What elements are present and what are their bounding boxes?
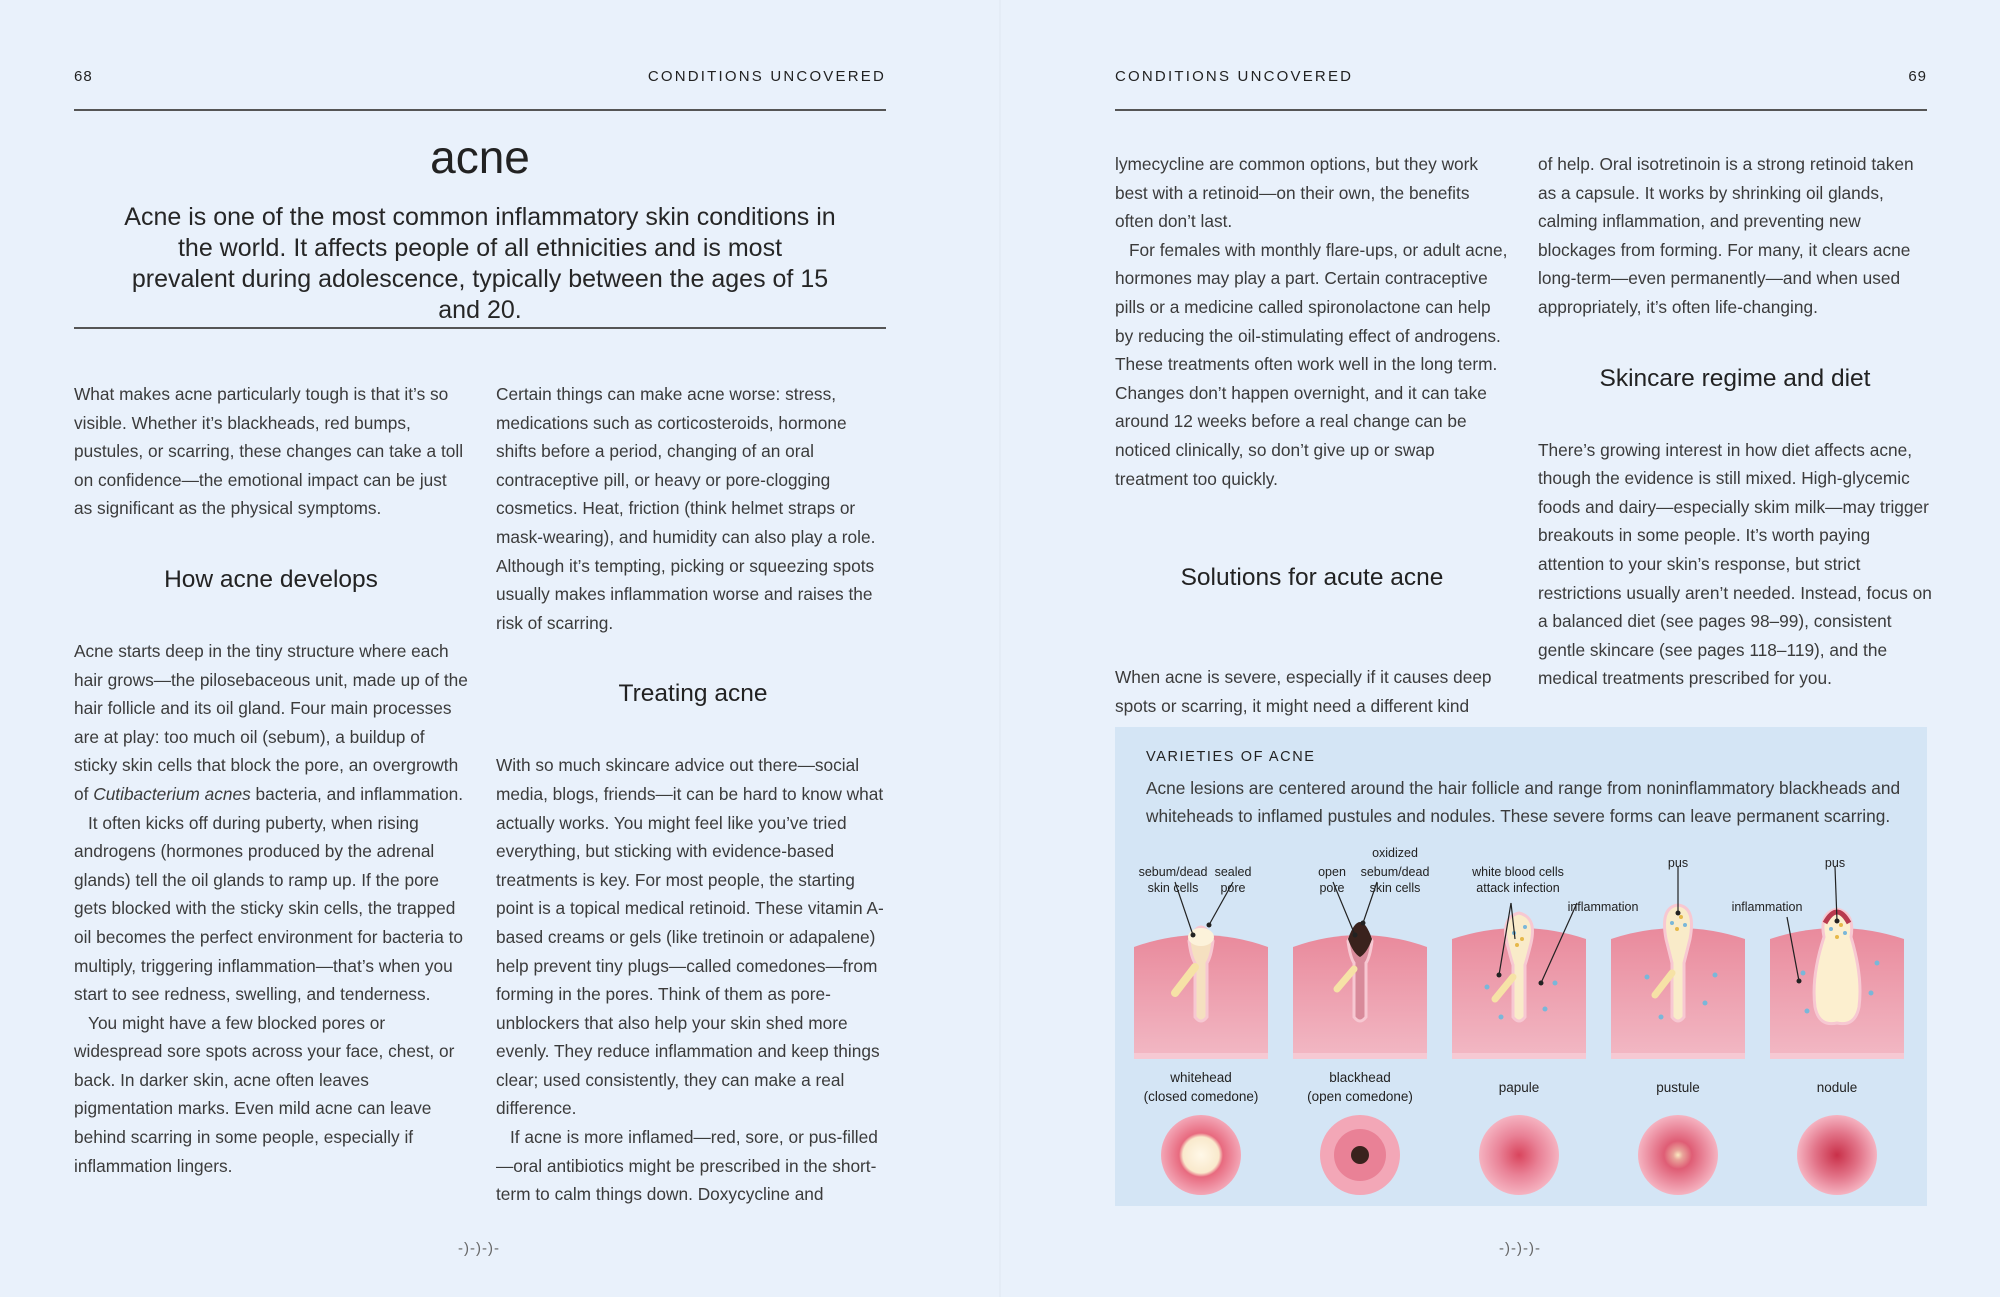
blackhead-illustration	[1293, 882, 1427, 1059]
paragraph: With so much skincare advice out there—social media, blogs, friends—it can be hard to know what actually works. You might feel like you’ve tried everything, but sticking with evidence-based treatments is key. For most people, the starting point is a topical medical retinoid. These vitamin A-based creams or gels (like tretinoin or adapalene) help prevent tiny plugs—called comedones—from forming in the pores. Think of them as pore-unblockers that also help your skin shed more evenly. They reduce inflammation and keep things clear; used consistently, they can make a real difference.	[496, 755, 884, 1119]
section-heading: Solutions for acute acne	[1180, 564, 1444, 592]
paragraph: You might have a few blocked pores or widespread sore spots across your face, chest, or back. In darker skin, acne often leaves pigmentation marks. Even mild acne can leave behind scarring in some people, especially if inflammation lingers.	[74, 1012, 455, 1176]
acne-varieties-illustration	[1115, 727, 1927, 1206]
paragraph: There’s growing interest in how diet affects acne, though the evidence is still mixed. High-glycemic foods and dairy—especially skim milk—may trigger breakouts in some people. It’s worth paying attention to your skin’s response, but strict restrictions usually aren’t needed. Instead, focus on a balanced diet (see pages 98–99), consistent gentle skincare (see pages 118–119), and the medical treatments prescribed for you.	[1538, 439, 1932, 689]
papule-illustration	[1452, 903, 1586, 1059]
italic-term: Cutibacterium acnes	[93, 783, 251, 804]
annotation-label: pore	[1220, 881, 1246, 895]
nodule-top-view	[1797, 1115, 1877, 1195]
annotation-label: inflammation	[1731, 900, 1803, 914]
intro-rule	[74, 327, 886, 329]
annotation-label: sealed	[1214, 865, 1252, 879]
papule-top-view	[1479, 1115, 1559, 1195]
pustule-top-view	[1638, 1115, 1718, 1195]
variety-name: blackhead	[1329, 1070, 1391, 1085]
header-rule	[1115, 109, 1927, 111]
box-description: Acne lesions are centered around the hair follicle and range from noninflammatory blackheads and whiteheads to inflamed pustules and nodules. These severe forms can leave permanent scarring.	[1146, 778, 1901, 826]
annotation-label: sebum/dead	[1360, 865, 1430, 879]
running-head: CONDITIONS UNCOVERED	[1115, 68, 1354, 85]
annotation-label: sebum/dead	[1138, 865, 1208, 879]
variety-name: (closed comedone)	[1143, 1089, 1259, 1104]
blackhead-top-view	[1320, 1115, 1400, 1195]
page-number: 68	[74, 68, 93, 85]
page-number: 69	[1908, 68, 1927, 85]
paragraph: If acne is more inflamed—red, sore, or pus-filled—oral antibiotics might be prescribed in the short-term to calm things down. Doxycycline and	[496, 1127, 878, 1205]
section-heading: Skincare regime and diet	[1599, 364, 1871, 392]
right-page	[1000, 0, 2000, 1297]
left-column-1	[74, 380, 468, 1180]
variety-name: pustule	[1656, 1080, 1700, 1095]
annotation-label: skin cells	[1147, 881, 1199, 895]
annotation-label: attack infection	[1476, 881, 1560, 895]
nodule-illustration	[1770, 867, 1904, 1059]
section-heading: Treating acne	[618, 680, 768, 708]
paragraph: Certain things can make acne worse: stress, medications such as corticosteroids, hormone shifts before a period, changing of an oral contraceptive pill, or heavy or pore-clogging cosmetics. Heat, friction (think helmet straps or mask-wearing), and humidity can also play a role. Although it’s tempting, picking or squeezing spots usually makes inflammation worse and raises the risk of scarring.	[496, 384, 876, 633]
annotation-label: inflammation	[1567, 900, 1639, 914]
variety-name: papule	[1498, 1080, 1540, 1095]
left-column-2	[496, 380, 890, 1209]
paragraph: What makes acne particularly tough is that it’s so visible. Whether it’s blackheads, red bumps, pustules, or scarring, these changes can take a toll on confidence—the emotional impact can be just as significant as the physical symptoms.	[74, 384, 464, 519]
annotation-label: pus	[1824, 856, 1846, 870]
whitehead-illustration	[1134, 882, 1268, 1059]
page-ornament: -)-)-)-	[458, 1240, 500, 1257]
running-head: CONDITIONS UNCOVERED	[647, 68, 886, 85]
annotation-label: white blood cells	[1472, 865, 1564, 879]
article-intro: Acne is one of the most common inflammatory skin conditions in the world. It affects people of all ethnicities and is most prevalent during adolescence, typically between the ages of 15 and 20.	[124, 203, 836, 324]
varieties-of-acne-box	[1115, 727, 1927, 1206]
paragraph: For females with monthly flare-ups, or adult acne, hormones may play a part. Certain contraceptive pills or a medicine called spironolactone can help by reducing the oil-stimulating effect of androgens. These treatments often work well in the long term. Changes don’t happen overnight, and it can take around 12 weeks before a real change can be noticed clinically, so don’t give up or swap treatment too quickly.	[1115, 239, 1508, 489]
paragraph: It often kicks off during puberty, when rising androgens (hormones produced by the adrenal glands) tell the oil glands to ramp up. If the pore gets blocked with the sticky skin cells, the trapped oil becomes the perfect environment for bacteria to multiply, triggering inflammation—that’s when you start to see redness, swelling, and tenderness.	[74, 812, 464, 1005]
paragraph: When acne is severe, especially if it causes deep spots or scarring, it might need a different kind	[1115, 667, 1492, 716]
annotation-label: pus	[1667, 856, 1689, 870]
annotation-label: skin cells	[1369, 881, 1421, 895]
article-title: acne	[430, 131, 530, 183]
annotation-label: oxidized	[1372, 846, 1418, 860]
variety-name: nodule	[1816, 1080, 1858, 1095]
section-heading: How acne develops	[164, 565, 378, 593]
pustule-illustration	[1611, 867, 1745, 1059]
variety-name: whitehead	[1170, 1070, 1232, 1085]
annotation-label: pore	[1319, 881, 1345, 895]
variety-name: (open comedone)	[1307, 1089, 1413, 1104]
whitehead-top-view	[1161, 1115, 1241, 1195]
box-title: VARIETIES OF ACNE	[1146, 749, 1316, 765]
paragraph: lymecycline are common options, but they work best with a retinoid—on their own, the benefits often don’t last.	[1115, 154, 1479, 232]
right-column-1	[1115, 150, 1509, 720]
paragraph: of help. Oral isotretinoin is a strong retinoid taken as a capsule. It works by shrinking oil glands, calming inflammation, and preventing new blockages from forming. For many, it clears acne long-term—even permanently—and when used appropriately, it’s often life-changing.	[1538, 154, 1914, 317]
annotation-label: open	[1318, 865, 1346, 879]
right-column-2	[1538, 150, 1932, 693]
header-rule	[74, 109, 886, 111]
paragraph: Acne starts deep in the tiny structure where each hair grows—the pilosebaceous unit, made up of the hair follicle and its oil gland. Four main processes are at play: too much oil (sebum), a buildup of sticky skin cells that block the pore, an overgrowth of Cutibacterium acnes bacteria, and inflammation.	[74, 640, 468, 804]
page-ornament: -)-)-)-	[1499, 1240, 1541, 1257]
